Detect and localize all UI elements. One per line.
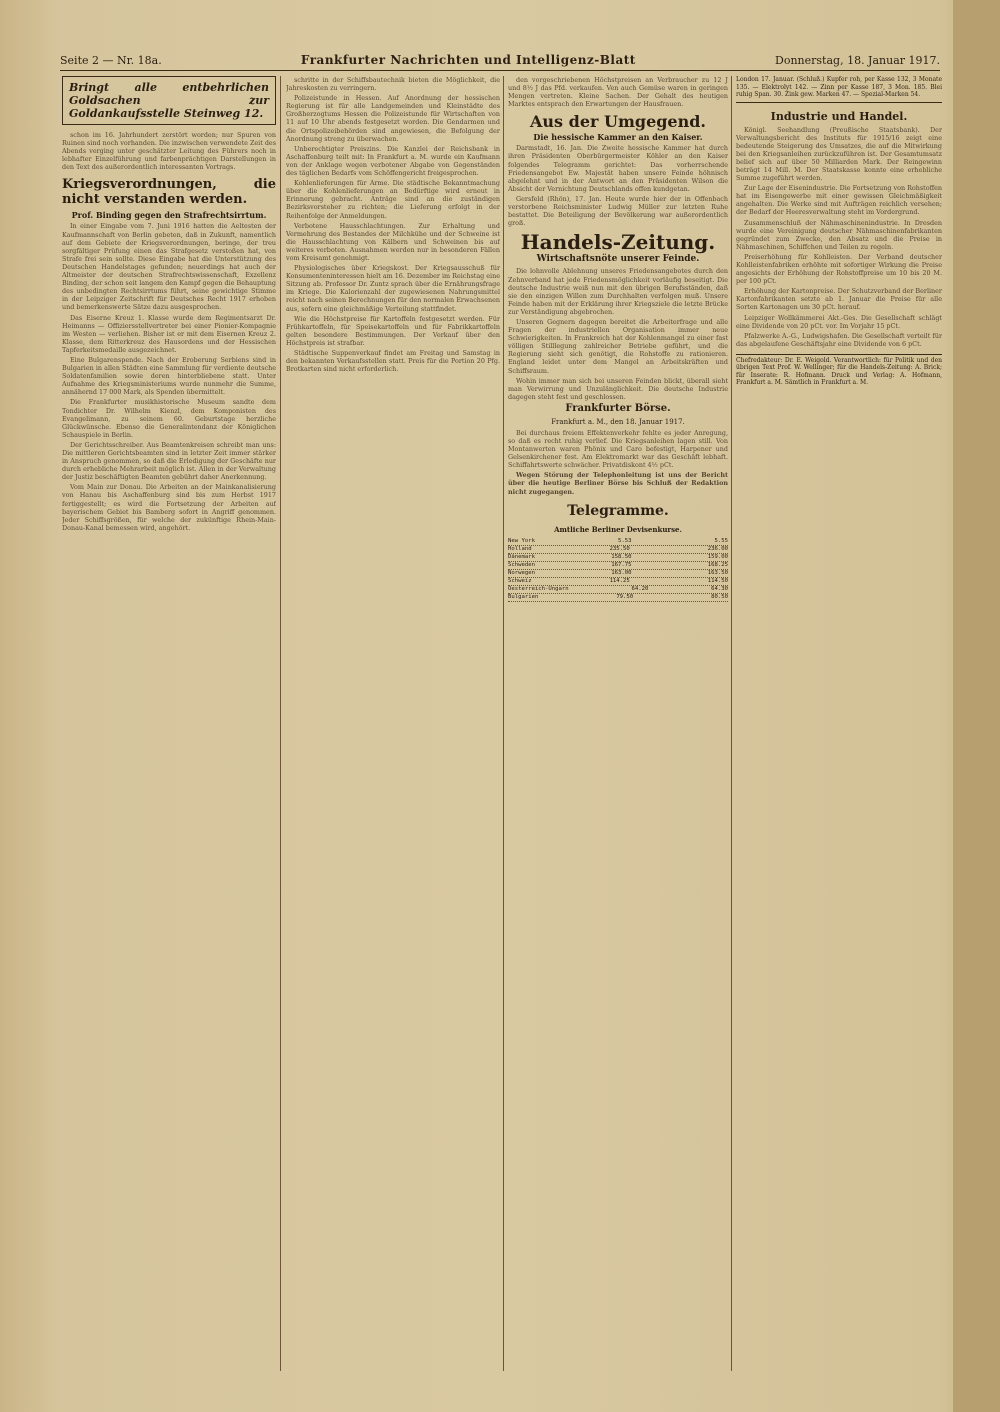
article-headline: Kriegsverordnungen, die nicht verstanden werden. [62, 177, 276, 208]
column-1 [62, 76, 276, 1371]
article-subhead: Die hessische Kammer an den Kaiser. [533, 132, 703, 143]
exchange-rate-brief: 114.50 [707, 577, 728, 584]
paragraph: Leipziger Wollkämmerei Akt.-Ges. Die Gesellschaft schlägt eine Dividende von 20 pCt. vor. Im Vorjahr 15 pCt. [736, 313, 942, 330]
exchange-rate-land: Schweiz [508, 577, 532, 584]
paragraph: Wegen Störung der Telephonleitung ist uns der Bericht über die heutige Berliner Börse bis Schluß der Redaktion nicht zugegangen. [508, 471, 728, 496]
exchange-rate-row [508, 570, 728, 578]
exchange-rate-row [508, 578, 728, 586]
exchange-rate-geld: 163.00 [611, 569, 632, 576]
paragraph: Die Frankfurter musikhistorische Museum sandte dem Tondichter Dr. Wilhelm Kienzl, dem Komponisten des Evangelimann, zu seinem 60. Geburtstage herzliche Glückwünsche. Ebenso die Generalintendanz der Königlichen Schauspiele in Berlin. [62, 398, 276, 439]
article-subhead: Prof. Binding gegen den Strafrechtsirrtum. [71, 210, 267, 221]
column-3 [508, 76, 728, 1371]
exchange-rate-land: Bulgarien [508, 593, 539, 600]
exchange-rate-land: Dänemark [508, 553, 535, 560]
exchange-rate-row [508, 594, 728, 602]
exchange-rate-brief: 163.50 [707, 569, 728, 576]
column-rule [280, 76, 281, 1371]
paragraph: Physiologisches über Kriegskost. Der Kriegsausschuß für Konsumenteninteressen hielt am 16. Dezember im Reichstag eine Sitzung ab. Professor Dr. Zuntz sprach über die Ernährungsfrage im Kriege. Die Kalorienzahl der zugewiesenen Nahrungsmittel reicht nach seinen Berechnungen für den normalen Erwachsenen aus, sofern eine gleichmäßige Verteilung stattfindet. [286, 264, 500, 313]
exchange-rate-land: Holland [508, 545, 532, 552]
page-header [60, 50, 940, 71]
paragraph: Der Gerichtsschreiber. Aus Beamtenkreisen schreibt man uns: Die mittleren Gerichtsbeamten sind in letzter Zeit immer stärker in Anspruch genommen, so daß die Erledigung der Geschäfte nur durch erhebliche Mehrarbeit möglich ist. Allen in der Verwaltung der Justiz beschäftigten Beamten gebührt daher Anerkennung. [62, 440, 276, 482]
paragraph: den vorgeschriebenen Höchstpreisen an Verbraucher zu 12 J und 8½ J das Pfd. verkaufen. Ven auch Gemüse waren in geringen Mengen vertreten. Kleine Sachen. Der Gehalt des heutigen Marktes entsprach den Erwartungen der Hausfrauen. [508, 76, 728, 109]
paragraph: Die lohnvolle Ablehnung unseres Friedensangebotes durch den Zehnverband hat jede Friedensmöglichkeit vorläufig beseitigt. Die deutsche Industrie weiß nun mit den übrigen Berufsständen, daß sie den einzigen Willen zum Durchhalten verfolgen muß. Unsere Feinde haben mit der Erklärung ihrer Kriegsziele die letzte Brücke zur Verständigung abgebrochen. [508, 267, 728, 316]
exchange-rate-brief: 168.25 [707, 561, 728, 568]
paragraph: Erhöhung der Kartonpreise. Der Schutzverband der Berliner Kartonfabrikanten setzte ab 1. Januar die Preise für alle Sorten Kartonagen um 30 pCt. herauf. [736, 287, 942, 312]
paragraph: Preiserhöhung für Kohlleisten. Der Verband deutscher Kohlleistenfabriken erhöhte mit sofortiger Wirkung die Preise angesichts der Erhöhung der Rohstoffpreise um 10 bis 20 M. per 100 pCt. [736, 252, 942, 286]
page-edge [953, 0, 1000, 1412]
paragraph: Städtische Suppenverkauf findet am Freitag und Samstag in den bekannten Verkaufsstellen statt. Preis für die Portion 20 Pfg. Brotkarten sind nicht erforderlich. [286, 349, 500, 374]
exchange-rate-land: Oesterreich-Ungarn [508, 585, 569, 592]
exchange-rate-row [508, 562, 728, 570]
section-headline: Industrie und Handel. [770, 109, 908, 123]
exchange-rate-row [508, 554, 728, 562]
paragraph: Gersfeld (Rhön), 17. Jan. Heute wurde hier der in Offenbach verstorbene Reichsminister Ludwig Müller zur letzten Ruhe bestattet. Die Beteiligung der Bevölkerung war außerordentlich groß. [508, 194, 728, 228]
paragraph: schon im 16. Jahrhundert zerstört worden; nur Spuren von Ruinen sind noch vorhanden. Die inzwischen verwendete Zeit des Abends verging unter geschätzter Leitung des Führers noch in lebhafter Einzelführung und farbenprächtigen Darstellungen in den Text des außerordentlich interessanten Vortrags. [62, 131, 276, 172]
paragraph: Darmstadt, 16. Jan. Die Zweite hessische Kammer hat durch ihren Präsidenten Oberbürgermeister Köhler an den Kaiser folgendes Telegramm gerichtet: Das vorherrschende Friedensangebot Ew. Majestät haben unsere Feinde höhnisch abgelehnt und in der Antwort an den Präsidenten Wilson die Absicht der Vernichtung Deutschlands offen kundgetan. [508, 144, 728, 193]
handels-subtitle: Wirtschaftsnöte unserer Feinde. [536, 254, 700, 265]
imprint: Chefredakteur: Dr. E. Weigold. Verantwortlich: für Politik und den übrigen Text Prof. W. Wellinger; für die Handels-Zeitung: A. Brick; für Inserate: R. Hofmann. Druck und Verlag: A. Hofmann, Frankfurt a. M. Sämtlich in Frankfurt a. M. [736, 354, 942, 387]
exchange-rate-land: Norwegen [508, 569, 535, 576]
paragraph: Bei durchaus freiem Effektenverkehr fehlte es jeder Anregung, so daß es recht ruhig verlief. Die Kriegsanleihen lagen still. Von Montanwerten waren Phönix und Caro befestigt, Harpener und Gelsenkirchener fest. Am Elektromarkt war das Geschäft lebhaft. Schiffahrtswerte schwächer. Privatdiskont 4½ pCt. [508, 428, 728, 470]
exchange-rate-geld: 79.50 [616, 593, 634, 600]
paragraph: Wohin immer man sich bei unseren Feinden blickt, überall sieht man Verwirrung und Unzulänglichkeit. Die deutsche Industrie dagegen steht fest und geschlossen. [508, 376, 728, 401]
exchange-rate-geld: 158.50 [611, 553, 632, 560]
exchange-rate-brief: 159.00 [707, 553, 728, 560]
column-rule [731, 76, 732, 1371]
exchange-rate-row [508, 546, 728, 554]
paragraph: Wie die Höchstpreise für Kartoffeln festgesetzt werden. Für Frühkartoffeln, für Speisekartoffeln und für Fabrikkartoffeln gelten besondere Bestimmungen. Der Verkauf über den Höchstpreis ist strafbar. [286, 314, 500, 347]
paragraph: In einer Eingabe vom 7. Juni 1916 hatten die Aeltesten der Kaufmannschaft von Berlin gebeten, daß in Zukunft, namentlich auf dem Gebiete der Kriegsverordnungen, beringe, der treu sorgfältiger Prüfung einen das Strafgesetz verstoßen hat, von Strafe frei sein sollte. Diese Eingabe hat die Unterstützung des Deutschen Handelstages gefunden; neuerdings hat auch der Altmeister der deutschen Strafrechtswissenschaft, Exzellenz Binding, der schon seit langem den Kampf gegen die Behauptung des unbedingten Rechtsirrtums führt, seine gewichtige Stimme in der Leipziger Zeitschrift für Deutsches Recht 1917 erhoben und bemerkenswerte Sätze dazu ausgesprochen. [62, 222, 276, 312]
exchange-rate-row [508, 586, 728, 594]
exchange-rate-brief: 80.50 [711, 593, 728, 600]
exchange-rate-land: Schweden [508, 561, 535, 568]
market-ticker: London 17. Januar. (Schluß.) Kupfer roh, per Kasse 132, 3 Monate 135. — Elektrolyt 142. — Zinn per Kasse 187, 3 Mon. 185. Blei ruhig Span. 30. Zink gew. Marken 47. — Spezial-Marken 54. [736, 76, 942, 103]
exchange-rate-row [508, 538, 728, 546]
paragraph: Unberechtigter Preiszins. Die Kanzlei der Reichsbank in Aschaffenburg teilt mit: In Frankfurt a. M. wurde ein Kaufmann von der Anklage wegen verbotener Abgabe von Gegenständen des täglichen Bedarfs vom Schöffengericht freigesprochen. [286, 144, 500, 178]
paragraph: schritte in der Schiffsbautechnik bieten die Möglichkeit, die Jahreskosten zu verringern. [286, 76, 500, 93]
page-number: Seite 2 — Nr. 18a. [60, 53, 162, 67]
telegramme-title: Telegramme. [567, 502, 669, 519]
exchange-rate-geld: 235.50 [609, 545, 630, 552]
exchange-rate-geld: 64.20 [631, 585, 649, 592]
exchange-rate-geld: 5.53 [617, 537, 632, 544]
column-rule [503, 76, 504, 1371]
gold-advertisement: Bringt alle entbehrlichen Goldsachen zur Goldankaufsstelle Steinweg 12. [62, 76, 276, 125]
telegramme-subhead: Amtliche Berliner Devisenkurse. [554, 524, 682, 534]
handels-zeitung-title: Handels-Zeitung. [520, 230, 716, 255]
paragraph: Königl. Seehandlung (Preußische Staatsbank). Der Verwaltungsbericht des Instituts für 1915/16 zeigt eine bedeutende Steigerung des Umsatzes, die auf die Mitwirkung bei den Kriegsanleihen zurückzuführen ist. Der Gesamtumsatz belief sich auf über 50 Milliarden Mark. Der Reingewinn beträgt 14 Mill. M. Der Staatskasse konnte eine erhebliche Summe zugeführt werden. [736, 125, 942, 183]
exchange-rate-geld: 114.25 [609, 577, 630, 584]
exchange-rate-land: New York [508, 537, 535, 544]
paragraph: Eine Bulgarenspende. Nach der Eroberung Serbiens sind in Bulgarien in allen Städten eine Sammlung für verdiente deutsche Soldatenfamilien sowie deren hinterbliebene statt. Unter Aufnahme des Kriegsministeriums wurde nunmehr die Summe, annähernd 17 000 Mark, als Spenden übermittelt. [62, 355, 276, 397]
paragraph: Vom Main zur Donau. Die Arbeiten an der Mainkanalisierung von Hanau bis Aschaffenburg sind bis zum Herbst 1917 fertiggestellt; es wird die Fortsetzung der Arbeiten auf bayerischem Gebiet bis Bamberg sofort in Angriff genommen. Jeder Schiffsgrößen, für welche der zukünftige Rhein-Main-Donau-Kanal bemessen wird, angehört. [62, 483, 276, 532]
exchange-rate-geld: 167.75 [611, 561, 632, 568]
masthead: Frankfurter Nachrichten und Intelligenz-Blatt [300, 53, 636, 67]
column-4 [736, 76, 942, 1371]
paragraph: Kohlenlieferungen für Arme. Die städtische Bekanntmachung über die Kohlenlieferungen an Bedürftige wird erneut in Erinnerung gebracht. Anträge sind an die zuständigen Bezirksvorsteher zu richten; die Lieferung erfolgt in der Reihenfolge der Anmeldungen. [286, 179, 500, 220]
paragraph: Unseren Gegnern dagegen bereitet die Arbeiterfrage und alle Fragen der industriellen Organisation immer neue Schwierigkeiten. In Frankreich hat der Kohlenmangel zu einer fast völligen Stilllegung zahlreicher Betriebe geführt, und die Regierung sieht sich genötigt, die Rohstoffe zu rationieren. England leidet unter dem Mangel an Arbeitskräften und Schiffsraum. [508, 317, 728, 375]
paragraph: Verbotene Hausschlachtungen. Zur Erhaltung und Vermehrung des Bestandes der Milchkühe und der Schweine ist die Hausschlachtung von Kälbern und Schweinen bis auf weiteres verboten. Ausnahmen werden nur in besonderen Fällen vom Kreisamt genehmigt. [286, 221, 500, 262]
exchange-rate-table [508, 538, 728, 602]
exchange-rate-brief: 236.00 [707, 545, 728, 552]
column-2 [286, 76, 500, 1371]
exchange-rate-brief: 64.30 [711, 585, 728, 592]
section-headline: Aus der Umgegend. [530, 112, 706, 132]
exchange-rate-brief: 5.55 [714, 537, 728, 544]
paragraph: Zur Lage der Eisenindustrie. Die Fortsetzung von Rohstoffen hat im Eisengewerbe mit einer gewissen Gleichmäßigkeit angehalten. Die Werke sind mit Aufträgen reichlich versehen; der Bedarf der Heeresverwaltung steht im Vordergrund. [736, 184, 942, 217]
boerse-headline: Frankfurter Börse. [565, 402, 671, 414]
paragraph: Das Eiserne Kreuz 1. Klasse wurde dem Regimentsarzt Dr. Heimanns — Offiziersstellvertreter bei einer Pionier-Kompagnie im Westen — verliehen. Bisher ist er mit dem Eisernen Kreuz 2. Klasse, dem Ritterkreuz des Hausordens und der Hessischen Tapferkeitsmedaille ausgezeichnet. [62, 313, 276, 354]
paragraph: Polizeistunde in Hessen. Auf Anordnung der hessischen Regierung ist für alle Landgemeinden und Kleinstädte des Großherzogtums Hessen die Polizeistunde für Wirtschaften von 11 auf 10 Uhr abends festgesetzt worden. Die Gendarmen und die Ortspolizeibehörden sind angewiesen, die Befolgung der Anordnung streng zu überwachen. [286, 94, 500, 143]
paragraph: Pfalzwerke A.-G., Ludwigshafen. Die Gesellschaft verteilt für das abgelaufene Geschäftsjahr eine Dividende von 6 pCt. [736, 331, 942, 348]
issue-date: Donnerstag, 18. Januar 1917. [775, 53, 940, 67]
paragraph: Zusammenschluß der Nähmaschinenindustrie. In Dresden wurde eine Vereinigung deutscher Nähmaschinenfabrikanten gegründet zum Zwecke, den Absatz und die Preise in Nähmaschinen, Schiffchen und Teilen zu regeln. [736, 218, 942, 251]
boerse-date: Frankfurt a. M., den 18. Januar 1917. [551, 417, 685, 426]
